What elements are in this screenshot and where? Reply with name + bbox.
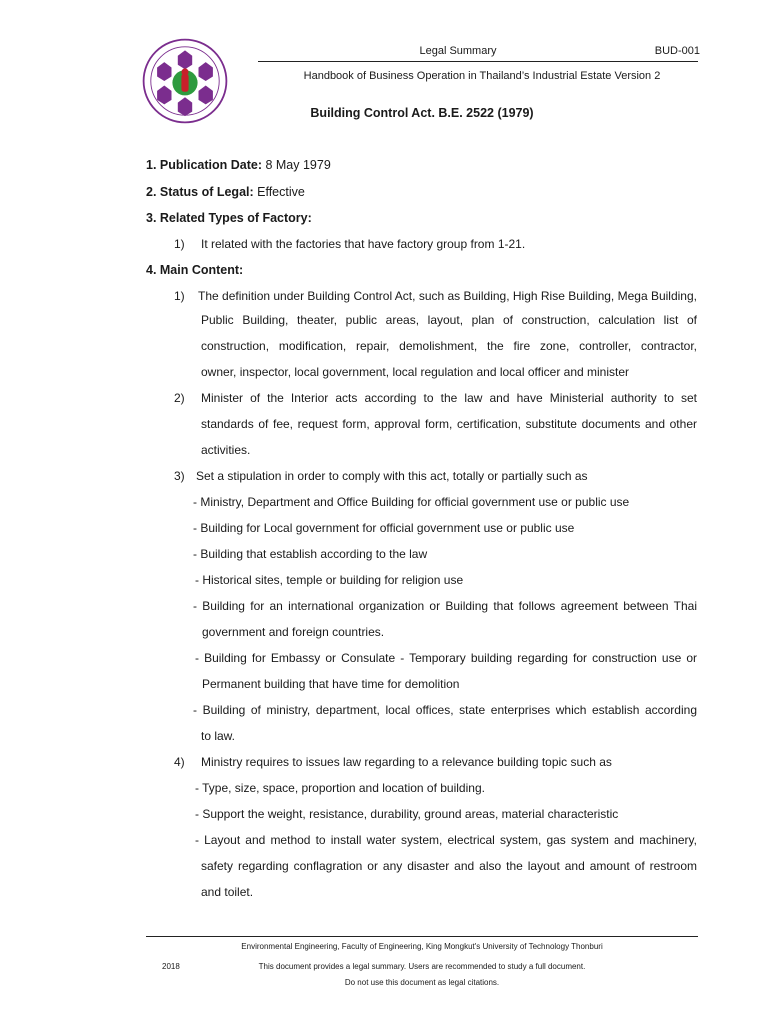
content-item-3-bullet: - Historical sites, temple or building for religion use — [195, 573, 464, 587]
content-item-3-number: 3) — [174, 469, 185, 483]
publication-date-value: 8 May 1979 — [262, 158, 331, 172]
content-item-1-line: construction, modification, repair, demolishment, the fire zone, controller, contractor, — [201, 339, 697, 353]
publication-date-label: 1. Publication Date: — [146, 158, 262, 172]
publication-date — [146, 158, 331, 172]
legal-status — [146, 185, 305, 199]
content-item-1-line: Public Building, theater, public areas, layout, plan of construction, calculation list of — [201, 313, 697, 327]
factory-types-text: It related with the factories that have factory group from 1-21. — [201, 237, 526, 251]
content-item-4-bullet-continued: safety regarding conflagration or any disaster and also the layout and amount of restroom — [201, 859, 697, 873]
content-item-3-bullet-continued: to law. — [201, 729, 236, 743]
footer-divider — [146, 936, 698, 937]
content-item-3-bullet: - Building for Local government for official government use or public use — [193, 521, 575, 535]
content-item-3-bullet: - Building for an international organization or Building that follows agreement between Thai — [193, 599, 697, 613]
content-item-1-line: owner, inspector, local government, local regulation and local officer and minister — [201, 365, 630, 379]
content-item-2-line: activities. — [201, 443, 251, 457]
legal-status-label: 2. Status of Legal: — [146, 185, 254, 199]
content-item-4-bullet-continued: and toilet. — [201, 885, 254, 899]
legal-status-value: Effective — [253, 185, 305, 199]
footer-affiliation: Environmental Engineering, Faculty of Engineering, King Mongkut's University of Technology Thonburi — [241, 942, 603, 951]
content-item-3-bullet: - Building for Embassy or Consulate - Temporary building regarding for construction use or — [195, 651, 697, 665]
footer-year: 2018 — [162, 962, 180, 971]
main-content-heading: 4. Main Content: — [146, 263, 244, 277]
document-title: Building Control Act. B.E. 2522 (1979) — [310, 106, 534, 120]
footer-disclaimer: This document provides a legal summary. Users are recommended to study a full document. — [258, 962, 586, 971]
list-number: 1) — [174, 237, 185, 251]
content-item-3-bullet: - Ministry, Department and Office Building for official government use or public use — [193, 495, 630, 509]
content-item-3-bullet-continued: government and foreign countries. — [202, 625, 385, 639]
header-subtitle: Handbook of Business Operation in Thailand’s Industrial Estate Version 2 — [303, 70, 661, 82]
content-item-3-bullet: - Building of ministry, department, local offices, state enterprises which establish according — [193, 703, 697, 717]
content-item-2-line: standards of fee, request form, approval form, certification, substitute documents and other — [201, 417, 697, 431]
content-item-3-bullet: - Building that establish according to the law — [193, 547, 428, 561]
content-item-3-line: Set a stipulation in order to comply with this act, totally or partially such as — [196, 469, 588, 483]
content-item-3-bullet-continued: Permanent building that have time for demolition — [202, 677, 460, 691]
content-item-4-bullet: - Type, size, space, proportion and location of building. — [195, 781, 485, 795]
factory-types-heading: 3. Related Types of Factory: — [146, 211, 312, 225]
content-item-4-bullet: - Layout and method to install water system, electrical system, gas system and machinery, — [195, 833, 697, 847]
footer-citation-note: Do not use this document as legal citations. — [344, 978, 500, 987]
factory-types-item — [174, 231, 525, 257]
document-code: BUD-001 — [654, 45, 700, 57]
content-item-4-bullet: - Support the weight, resistance, durability, ground areas, material characteristic — [195, 807, 619, 821]
header-divider — [258, 61, 698, 62]
content-item-1-number: 1) — [174, 289, 185, 303]
content-item-2-line: Minister of the Interior acts according to the law and have Ministerial authority to set — [201, 391, 697, 405]
header-title: Legal Summary — [419, 45, 497, 57]
content-item-4-line: Ministry requires to issues law regarding to a relevance building topic such as — [201, 755, 612, 769]
content-item-4-number: 4) — [174, 755, 185, 769]
content-item-1-line: The definition under Building Control Act, such as Building, High Rise Building, Mega Building, — [198, 289, 697, 303]
content-item-2-number: 2) — [174, 391, 185, 405]
